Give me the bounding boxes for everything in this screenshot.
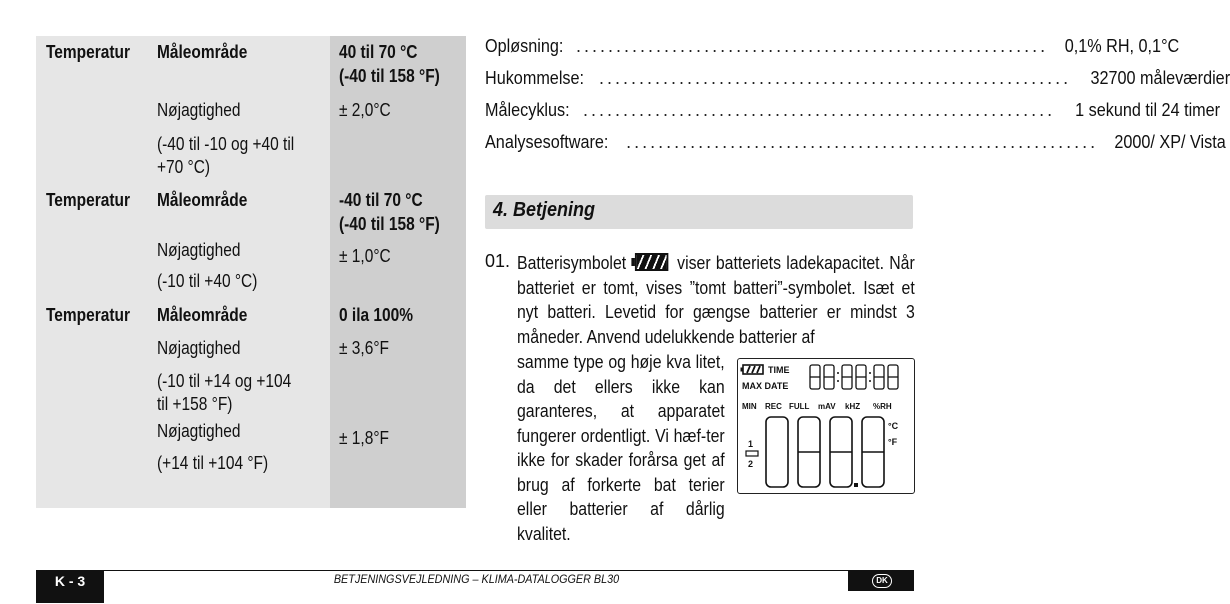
lcd-channel-2: 2	[748, 459, 754, 469]
spec-key: Hukommelse:	[485, 68, 585, 88]
row-label: Måleområde	[157, 42, 248, 62]
param-label: Temperatur	[46, 305, 131, 325]
section-header	[485, 195, 913, 229]
leader-dots: ...........................................................	[599, 68, 1072, 88]
row-value: (-40 til 158 °F)	[339, 66, 440, 86]
footer-title: BETJENINGSVEJLEDNING – KLIMA-DATALOGGER BL30	[333, 572, 619, 586]
row-value: ± 1,0°C	[339, 246, 391, 266]
row-value: ± 1,8°F	[339, 428, 389, 448]
row-label: Måleområde	[157, 305, 248, 325]
spec-line	[485, 62, 1230, 94]
row-label: Nøjagtighed	[157, 100, 241, 120]
lcd-celsius-unit: °C	[888, 421, 899, 431]
instruction-continuation: samme type og høje kva litet, da det ellers ikke kan garanteres, at apparatet fungerer ordentligt. Vi hæf-ter ikke for skader forårsa get af brug af forkerte bat terier eller batterier af dårlig kvalitet.	[517, 352, 725, 544]
row-value: -40 til 70 °C	[339, 190, 423, 210]
item-number: 01.	[485, 251, 511, 271]
lcd-full-indicator: FULL	[789, 402, 810, 411]
spec-key: Analysesoftware:	[485, 132, 609, 152]
spec-value: 32700 måleværdier	[1090, 68, 1230, 88]
lcd-time-label: TIME	[768, 365, 790, 375]
row-label: Nøjagtighed	[157, 240, 241, 260]
instruction-text: viser batteriets ladekapacitet. Når batteriet er tomt, vises ”tomt batteri”-symbolet. Isæt et nyt batteri. Levetid for gængse batterier er mindst 3 måneder. Anvend udelukkende batterier af	[517, 253, 915, 347]
row-label: Nøjagtighed	[157, 338, 241, 358]
row-label: Måleområde	[157, 190, 248, 210]
language-badge	[848, 571, 914, 591]
spec-key: Opløsning:	[485, 36, 564, 56]
section-title: 4. Betjening	[493, 199, 596, 221]
specification-table	[36, 36, 466, 508]
row-label: +70 °C)	[157, 157, 211, 177]
lcd-maxdate-label: MAX DATE	[742, 381, 789, 391]
row-label: (+14 til +104 °F)	[157, 453, 269, 473]
spec-line	[485, 94, 1221, 126]
spec-line	[485, 126, 1226, 158]
leader-dots: ...........................................................	[583, 100, 1056, 120]
lcd-mav-indicator: mAV	[818, 402, 836, 411]
specification-list	[485, 30, 1230, 158]
spec-key: Målecyklus:	[485, 100, 570, 120]
param-label: Temperatur	[46, 42, 131, 62]
row-value: ± 3,6°F	[339, 338, 389, 358]
spec-value: 1 sekund til 24 timer	[1075, 100, 1221, 120]
row-label: Nøjagtighed	[157, 421, 241, 441]
leader-dots: ...........................................................	[626, 132, 1099, 152]
lcd-rh-indicator: %RH	[873, 402, 892, 411]
row-value: 0 ila 100%	[339, 305, 414, 325]
param-label: Temperatur	[46, 190, 131, 210]
row-value: (-40 til 158 °F)	[339, 214, 440, 234]
lcd-rec-indicator: REC	[765, 402, 782, 411]
instruction-text: Batterisymbolet	[517, 253, 627, 273]
row-label: (-40 til -10 og +40 til	[157, 134, 295, 154]
footer-rule	[36, 570, 914, 571]
spec-value: 2000/ XP/ Vista	[1114, 132, 1226, 152]
battery-icon	[635, 253, 668, 271]
row-value: ± 2,0°C	[339, 100, 391, 120]
lcd-channel-1: 1	[748, 439, 754, 449]
instruction-paragraph	[517, 251, 915, 349]
row-label: (-10 til +14 og +104	[157, 371, 292, 391]
lcd-khz-indicator: kHZ	[845, 402, 861, 411]
spec-line	[485, 30, 1180, 62]
page-number-badge: K - 3	[36, 571, 104, 603]
row-label: til +158 °F)	[157, 394, 233, 414]
lcd-min-indicator: MIN	[742, 402, 757, 411]
lcd-display-illustration	[737, 358, 915, 494]
language-badge-icon: DK	[872, 574, 892, 588]
row-label: (-10 til +40 °C)	[157, 271, 258, 291]
leader-dots: ...........................................................	[576, 36, 1049, 56]
row-value: 40 til 70 °C	[339, 42, 418, 62]
page-footer	[36, 570, 914, 592]
lcd-fahrenheit-unit: °F	[888, 437, 898, 447]
spec-value: 0,1% RH, 0,1°C	[1064, 36, 1180, 56]
